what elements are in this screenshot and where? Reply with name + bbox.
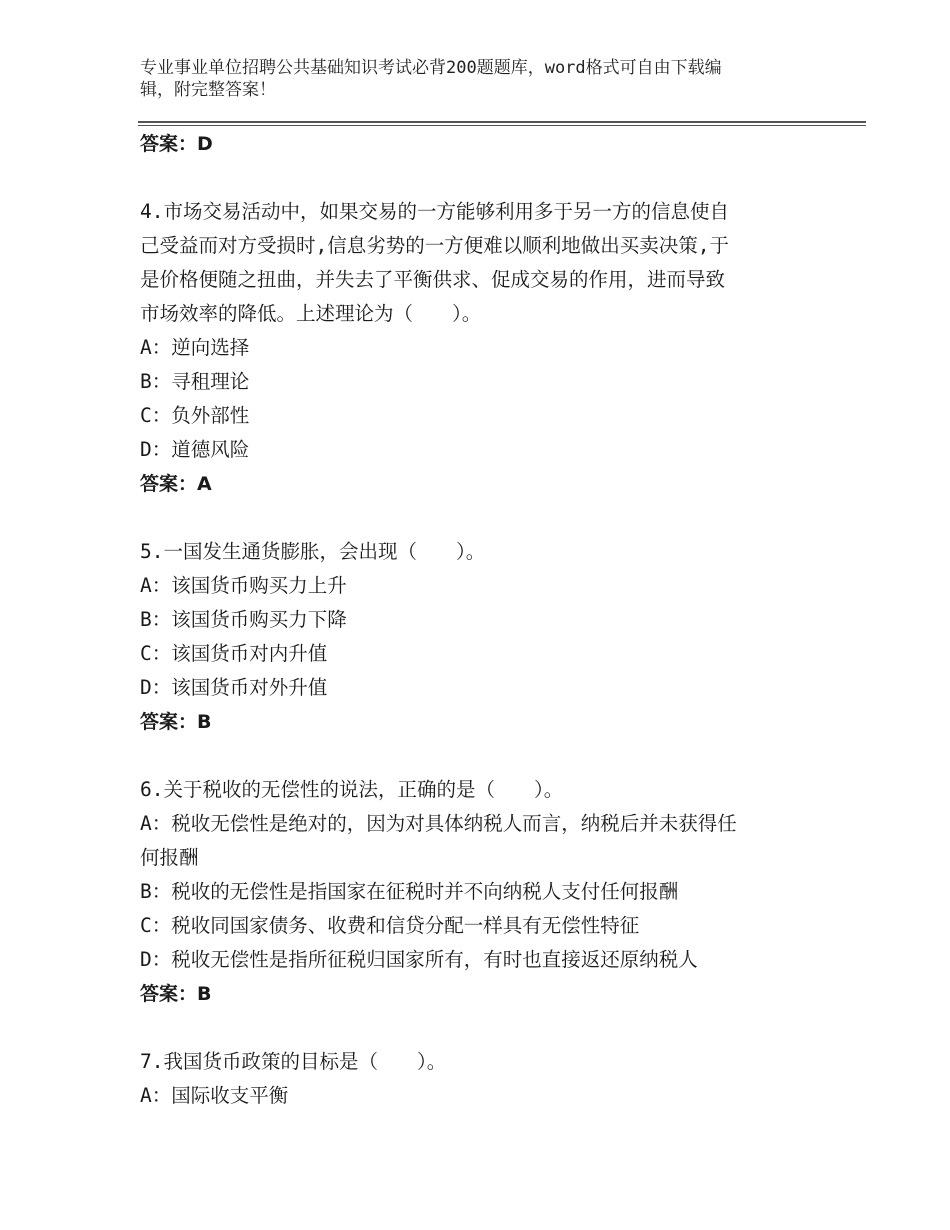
- option: A：税收无偿性是绝对的，因为对具体纳税人而言，纳税后并未获得任: [140, 812, 737, 835]
- header-divider: [138, 121, 866, 123]
- option: D：该国货币对外升值: [140, 676, 328, 699]
- option: B：该国货币购买力下降: [140, 608, 347, 631]
- option: A：国际收支平衡: [140, 1084, 289, 1107]
- answer-line: 答案：B: [140, 711, 212, 733]
- answer-line: 答案：A: [140, 473, 212, 495]
- question-stem: 6.关于税收的无偿性的说法，正确的是（ ）。: [140, 778, 564, 801]
- option: A：该国货币购买力上升: [140, 574, 347, 597]
- option: B：寻租理论: [140, 370, 250, 393]
- question-block: [140, 535, 820, 739]
- question-stem: 5.一国发生通货膨胀，会出现（ ）。: [140, 540, 486, 563]
- question-stem: 是价格便随之扭曲，并失去了平衡供求、促成交易的作用，进而导致: [140, 268, 726, 291]
- option: B：税收的无偿性是指国家在征税时并不向纳税人支付任何报酬: [140, 880, 679, 903]
- option: D：税收无偿性是指所征税归国家所有，有时也直接返还原纳税人: [140, 948, 698, 971]
- question-stem: 市场效率的降低。上述理论为（ ）。: [140, 302, 482, 325]
- page-header: [140, 57, 800, 101]
- question-block: [140, 195, 820, 501]
- question-block: [140, 1045, 820, 1113]
- option: A：逆向选择: [140, 336, 250, 359]
- question-list: [140, 127, 820, 1113]
- option: C：税收同国家债务、收费和信贷分配一样具有无偿性特征: [140, 914, 640, 937]
- question-stem: 4.市场交易活动中，如果交易的一方能够利用多于另一方的信息使自: [140, 200, 729, 223]
- option: C：该国货币对内升值: [140, 642, 328, 665]
- question-block: [140, 773, 820, 1011]
- question-stem: 7.我国货币政策的目标是（ ）。: [140, 1050, 447, 1073]
- answer-line: 答案：D: [140, 133, 213, 155]
- header-line: 专业事业单位招聘公共基础知识考试必背200题题库，word格式可自由下载编: [140, 58, 722, 78]
- answer-line: 答案：B: [140, 983, 212, 1005]
- question-stem: 己受益而对方受损时,信息劣势的一方便难以顺利地做出买卖决策,于: [140, 234, 729, 257]
- header-divider: [138, 125, 866, 126]
- option: 何报酬: [140, 846, 199, 869]
- option: D：道德风险: [140, 438, 250, 461]
- header-line: 辑，附完整答案！: [140, 80, 276, 100]
- option: C：负外部性: [140, 404, 250, 427]
